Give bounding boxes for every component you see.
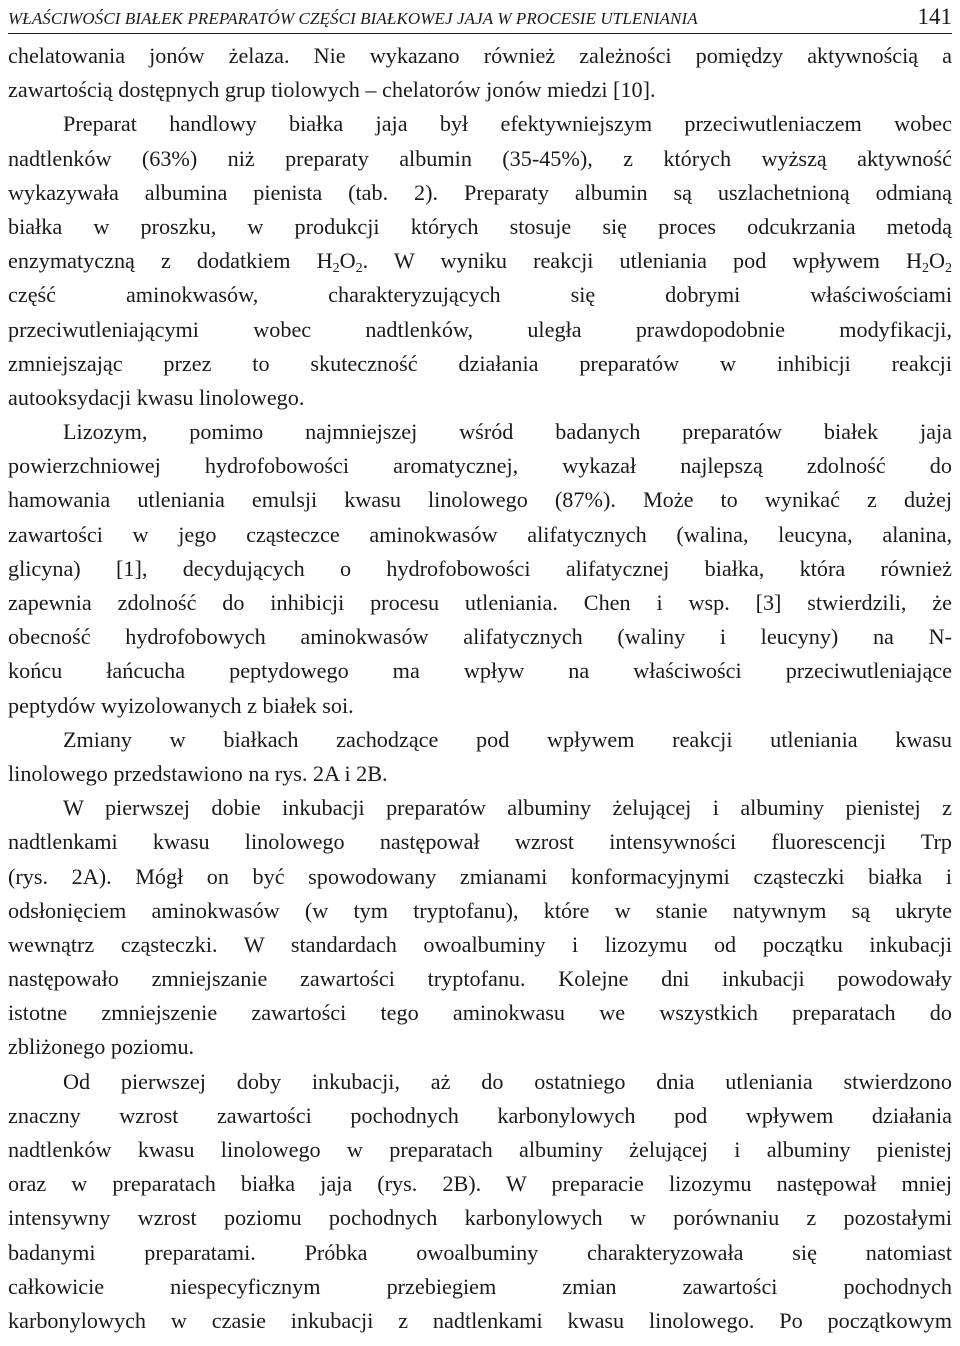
text-line: część aminokwasów, charakteryzujących się dobrymi właściwościami xyxy=(8,282,952,308)
subscript: 2 xyxy=(355,261,363,277)
text-line: całkowicie niespecyficznym przebiegiem zmian zawartości pochodnych xyxy=(8,1273,952,1299)
paragraph xyxy=(8,107,952,415)
text-line: intensywny wzrost poziomu pochodnych karbonylowych w porównaniu z pozostałymi xyxy=(8,1205,952,1231)
text-line xyxy=(8,244,952,278)
text-line: Lizozym, pomimo najmniejszej wśród badanych preparatów białek jaja xyxy=(63,419,952,445)
text-segment: O xyxy=(928,248,945,274)
subscript: 2 xyxy=(945,261,952,277)
header-rule xyxy=(8,33,952,34)
text-line: chelatowania jonów żelaza. Nie wykazano również zależności pomiędzy aktywnością a xyxy=(8,43,952,68)
text-line: glicyna) [1], decydujących o hydrofobowości alifatycznej białka, która również xyxy=(8,555,952,581)
paragraph xyxy=(8,791,952,1065)
text-line: zmniejszając przez to skuteczność działania preparatów w inhibicji reakcji xyxy=(8,350,952,376)
subscript: 2 xyxy=(921,261,929,277)
text-line: końcu łańcucha peptydowego ma wpływ na właściwości przeciwutleniające xyxy=(8,658,952,684)
text-line: białka w proszku, w produkcji których stosuje się proces odcukrzania metodą xyxy=(8,213,952,239)
text-line: przeciwutleniającymi wobec nadtlenków, uległa prawdopodobnie modyfikacji, xyxy=(8,316,952,342)
text-line: oraz w preparatach białka jaja (rys. 2B). W preparacie lizozymu następował mniej xyxy=(8,1171,952,1197)
text-line: nadtlenkami kwasu linolowego następował wzrost intensywności fluorescencji Trp xyxy=(8,829,952,855)
text-segment: . W wyniku reakcji utleniania pod wpływem H xyxy=(362,248,922,274)
paragraph xyxy=(8,1065,952,1339)
running-header xyxy=(8,0,952,30)
text-line: znaczny wzrost zawartości pochodnych karbonylowych pod wpływem działania xyxy=(8,1102,952,1128)
text-line: karbonylowych w czasie inkubacji z nadtlenkami kwasu linolowego. Po początkowym xyxy=(8,1307,952,1333)
text-line: istotne zmniejszenie zawartości tego aminokwasu we wszystkich preparatach do xyxy=(8,1000,952,1026)
text-line: zawartością dostępnych grup tiolowych – chelatorów jonów miedzi [10]. xyxy=(8,77,656,103)
text-line: zapewnia zdolność do inhibicji procesu utleniania. Chen i wsp. [3] stwierdzili, że xyxy=(8,590,952,615)
text-line: linolowego przedstawiono na rys. 2A i 2B. xyxy=(8,760,388,786)
text-line: obecność hydrofobowych aminokwasów alifatycznych (waliny i leucyny) na N- xyxy=(8,624,952,650)
paragraph xyxy=(8,415,952,723)
text-line: odsłonięciem aminokwasów (w tym tryptofanu), które w stanie natywnym są ukryte xyxy=(8,897,952,923)
text-line: Preparat handlowy białka jaja był efektywniejszym przeciwutleniaczem wobec xyxy=(63,111,952,137)
subscript: 2 xyxy=(332,261,340,277)
text-segment: O xyxy=(339,248,356,274)
text-line: hamowania utleniania emulsji kwasu linolowego (87%). Może to wynikać z dużej xyxy=(8,487,952,513)
text-line: zbliżonego poziomu. xyxy=(8,1034,195,1060)
text-line: autooksydacji kwasu linolowego. xyxy=(8,384,305,410)
text-line: Zmiany w białkach zachodzące pod wpływem reakcji utleniania kwasu xyxy=(63,726,952,752)
text-line: powierzchniowej hydrofobowości aromatycznej, wykazał najlepszą zdolność do xyxy=(8,453,952,479)
text-segment: enzymatyczną z dodatkiem H xyxy=(8,248,333,274)
body-text xyxy=(8,39,952,1338)
text-line: badanymi preparatami. Próbka owoalbuminy charakteryzowała się natomiast xyxy=(8,1239,952,1265)
text-line: (rys. 2A). Mógł on być spowodowany zmianami konformacyjnymi cząsteczki białka i xyxy=(8,863,952,889)
page-number: 141 xyxy=(917,4,952,29)
text-line: zawartości w jego cząsteczce aminokwasów alifatycznych (walina, leucyna, alanina, xyxy=(8,521,952,547)
text-line: peptydów wyizolowanych z białek soi. xyxy=(8,692,354,718)
text-line: nadtlenków kwasu linolowego w preparatach albuminy żelującej i albuminy pienistej xyxy=(8,1137,952,1162)
paragraph xyxy=(8,723,952,791)
text-line: następowało zmniejszanie zawartości tryptofanu. Kolejne dni inkubacji powodowały xyxy=(8,966,952,992)
running-title: WŁAŚCIWOŚCI BIAŁEK PREPARATÓW CZĘŚCI BIAŁKOWEJ JAJA W PROCESIE UTLENIANIA xyxy=(8,9,698,28)
text-line: nadtlenków (63%) niż preparaty albumin (35-45%), z których wyższą aktywność xyxy=(8,145,952,171)
text-line: W pierwszej dobie inkubacji preparatów albuminy żelującej i albuminy pienistej z xyxy=(63,795,952,821)
text-line: wykazywała albumina pienista (tab. 2). Preparaty albumin są uszlachetnioną odmianą xyxy=(8,179,952,205)
paragraph xyxy=(8,39,952,107)
text-line: wewnątrz cząsteczki. W standardach owoalbuminy i lizozymu od początku inkubacji xyxy=(8,931,952,957)
text-line: Od pierwszej doby inkubacji, aż do ostatniego dnia utleniania stwierdzono xyxy=(63,1068,952,1094)
